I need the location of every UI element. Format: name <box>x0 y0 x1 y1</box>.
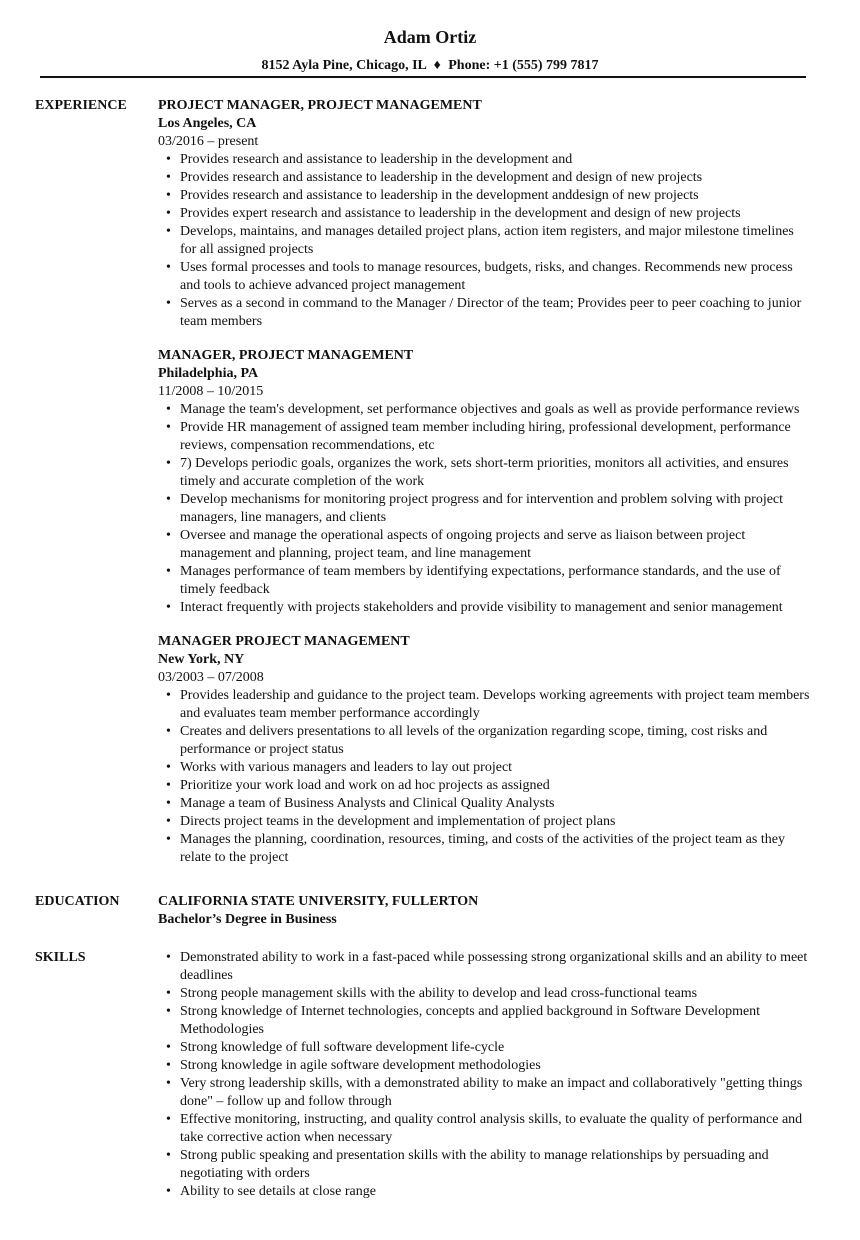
degree: Bachelor’s Degree in Business <box>158 912 337 927</box>
bullet-item: • Provide HR management of assigned team member including hiring, professional development, performance reviews, compensation recommendations, etc <box>158 419 810 455</box>
bullet-item: • Uses formal processes and tools to manage resources, budgets, risks, and changes. Recommends new process and tools to achieve advanced project management <box>158 259 810 295</box>
bullet-item: • Manage a team of Business Analysts and Clinical Quality Analysts <box>158 795 810 813</box>
candidate-name: Adam Ortiz <box>383 27 477 47</box>
job-entry <box>158 633 810 867</box>
section-label-education: EDUCATION <box>35 894 120 909</box>
skill-item: • Strong knowledge of full software development life-cycle <box>158 1039 810 1057</box>
experience-section <box>35 97 810 883</box>
job-dates: 03/2016 – present <box>158 134 259 149</box>
job-title: MANAGER PROJECT MANAGEMENT <box>158 634 410 649</box>
skill-item: • Effective monitoring, instructing, and quality control analysis skills, to evaluate the quality of performance and take corrective action when necessary <box>158 1111 810 1147</box>
skill-item: • Ability to see details at close range <box>158 1183 810 1201</box>
experience-list <box>158 97 810 883</box>
section-label-skills: SKILLS <box>35 950 86 965</box>
job-entry <box>158 347 810 617</box>
job-entry <box>158 97 810 331</box>
bullet-item: • 7) Develops periodic goals, organizes the work, sets short-term priorities, monitors all activities, and ensures timely and accurate completion of the work <box>158 455 810 491</box>
school-name: CALIFORNIA STATE UNIVERSITY, FULLERTON <box>158 894 479 909</box>
skill-item: • Strong knowledge of Internet technologies, concepts and applied background in Software Development Methodologies <box>158 1003 810 1039</box>
bullet-item: • Directs project teams in the development and implementation of project plans <box>158 813 810 831</box>
bullet-item: • Oversee and manage the operational aspects of ongoing projects and serve as liaison between project management and planning, project team, and line management <box>158 527 810 563</box>
bullet-item: • Prioritize your work load and work on ad hoc projects as assigned <box>158 777 810 795</box>
skills-list <box>158 949 810 1201</box>
bullet-item: • Serves as a second in command to the Manager / Director of the team; Provides peer to peer coaching to junior team members <box>158 295 810 331</box>
skill-item: • Strong people management skills with the ability to develop and lead cross-functional teams <box>158 985 810 1003</box>
bullet-item: • Develop mechanisms for monitoring project progress and for intervention and problem solving with project managers, line managers, and clients <box>158 491 810 527</box>
job-location: New York, NY <box>158 652 245 667</box>
contact-line <box>0 57 860 75</box>
skill-item: • Demonstrated ability to work in a fast-paced while possessing strong organizational skills and an ability to meet deadlines <box>158 949 810 985</box>
bullet-item: • Provides research and assistance to leadership in the development anddesign of new projects <box>158 187 810 205</box>
skills-section <box>35 949 810 1201</box>
job-dates: 11/2008 – 10/2015 <box>158 384 264 399</box>
skill-item: • Strong public speaking and presentation skills with the ability to manage relationships by persuading and negotiating with orders <box>158 1147 810 1183</box>
job-location: Philadelphia, PA <box>158 366 259 381</box>
bullet-item: • Provides research and assistance to leadership in the development and <box>158 151 810 169</box>
diamond-separator-icon: ♦ <box>433 58 441 73</box>
bullet-item: • Develops, maintains, and manages detailed project plans, action item registers, and major milestone timelines for all assigned projects <box>158 223 810 259</box>
skill-item: • Very strong leadership skills, with a demonstrated ability to make an impact and collaboratively "getting things done" – follow up and follow through <box>158 1075 810 1111</box>
bullet-item: • Provides expert research and assistance to leadership in the development and design of new projects <box>158 205 810 223</box>
bullet-item: • Creates and delivers presentations to all levels of the organization regarding scope, timing, cost risks and performance or project status <box>158 723 810 759</box>
resume-header <box>0 0 860 75</box>
phone: Phone: +1 (555) 799 7817 <box>448 58 599 73</box>
education-section <box>35 893 810 929</box>
bullet-item: • Provides leadership and guidance to the project team. Develops working agreements with project team members and evaluates team member performance accordingly <box>158 687 810 723</box>
bullet-item: • Manage the team's development, set performance objectives and goals as well as provide performance reviews <box>158 401 810 419</box>
bullet-item: • Interact frequently with projects stakeholders and provide visibility to management and senior management <box>158 599 810 617</box>
section-label-experience: EXPERIENCE <box>35 98 127 113</box>
job-title: PROJECT MANAGER, PROJECT MANAGEMENT <box>158 98 482 113</box>
job-location: Los Angeles, CA <box>158 116 257 131</box>
job-bullets <box>158 151 810 331</box>
address: 8152 Ayla Pine, Chicago, IL <box>261 58 427 73</box>
bullet-item: • Manages performance of team members by identifying expectations, performance standards, and the use of timely feedback <box>158 563 810 599</box>
job-bullets <box>158 687 810 867</box>
skill-item: • Strong knowledge in agile software development methodologies <box>158 1057 810 1075</box>
skills-body <box>158 949 810 1201</box>
bullet-item: • Works with various managers and leaders to lay out project <box>158 759 810 777</box>
job-title: MANAGER, PROJECT MANAGEMENT <box>158 348 414 363</box>
bullet-item: • Provides research and assistance to leadership in the development and design of new projects <box>158 169 810 187</box>
job-dates: 03/2003 – 07/2008 <box>158 670 264 685</box>
job-bullets <box>158 401 810 617</box>
education-body <box>158 893 810 929</box>
bullet-item: • Manages the planning, coordination, resources, timing, and costs of the activities of the project team as they relate to the project <box>158 831 810 867</box>
header-divider <box>40 76 806 78</box>
